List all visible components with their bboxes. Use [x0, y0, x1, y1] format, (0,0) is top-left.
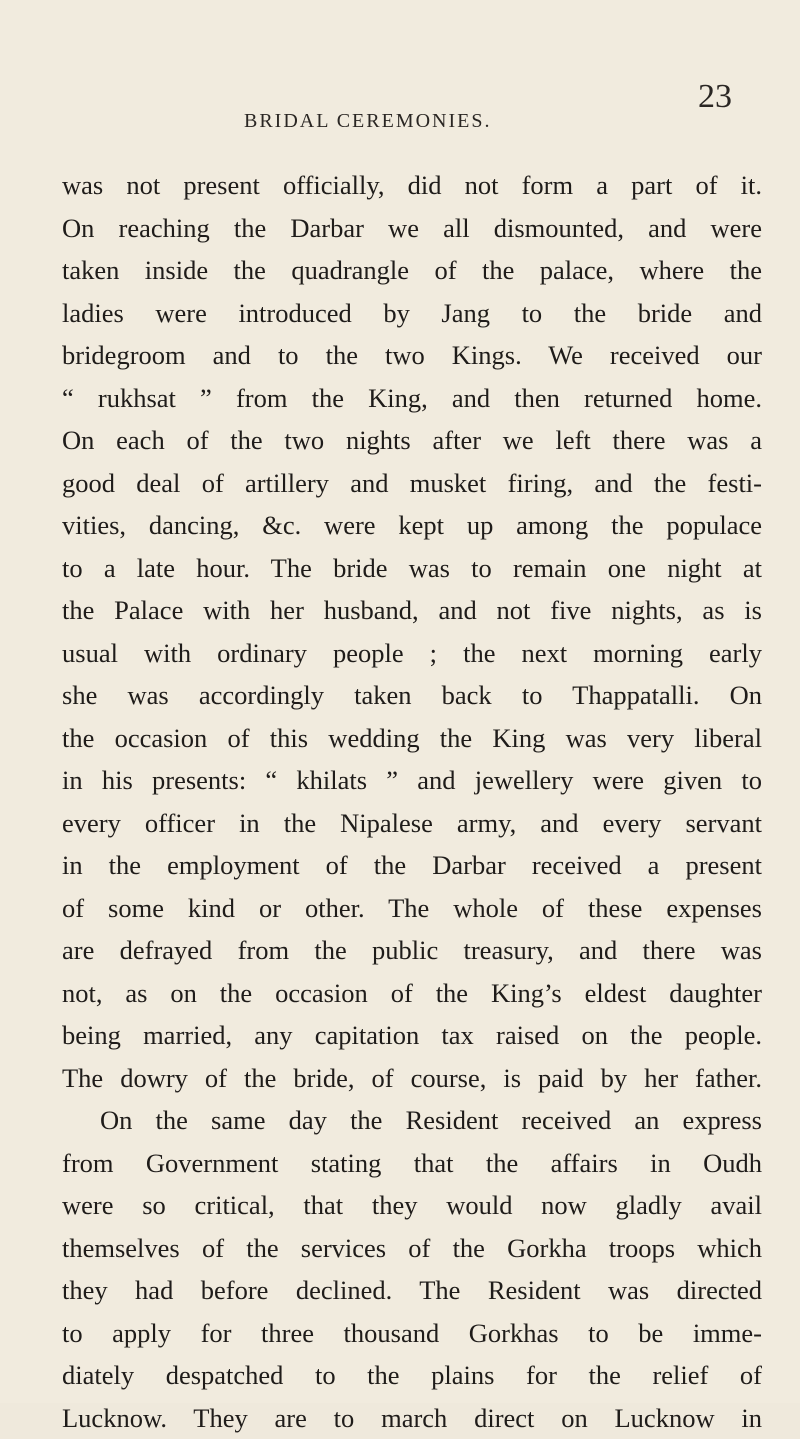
text-line: was not present officially, did not form a part of it.	[62, 164, 762, 207]
text-line: On reaching the Darbar we all dismounted, and were	[62, 207, 762, 250]
page-body	[62, 164, 762, 1439]
text-line: to apply for three thousand Gorkhas to be imme-	[62, 1312, 762, 1355]
text-line: On the same day the Resident received an express	[62, 1099, 762, 1142]
text-line: every officer in the Nipalese army, and every servant	[62, 802, 762, 845]
text-line: are defrayed from the public treasury, and there was	[62, 929, 762, 972]
text-line: Lucknow. They are to march direct on Lucknow in	[62, 1397, 762, 1439]
text-line: they had before declined. The Resident was directed	[62, 1269, 762, 1312]
page-number: 23	[698, 78, 732, 116]
text-line: the occasion of this wedding the King was very liberal	[62, 717, 762, 760]
text-line: in his presents: “ khilats ” and jewellery were given to	[62, 759, 762, 802]
text-line: “ rukhsat ” from the King, and then returned home.	[62, 377, 762, 420]
text-line: The dowry of the bride, of course, is paid by her father.	[62, 1057, 762, 1100]
text-line: were so critical, that they would now gladly avail	[62, 1184, 762, 1227]
text-line: bridegroom and to the two Kings. We received our	[62, 334, 762, 377]
text-line: being married, any capitation tax raised on the people.	[62, 1014, 762, 1057]
text-line: usual with ordinary people ; the next morning early	[62, 632, 762, 675]
text-line: she was accordingly taken back to Thappatalli. On	[62, 674, 762, 717]
text-line: of some kind or other. The whole of these expenses	[62, 887, 762, 930]
text-line: to a late hour. The bride was to remain one night at	[62, 547, 762, 590]
text-line: vities, dancing, &c. were kept up among the populace	[62, 504, 762, 547]
text-line: from Government stating that the affairs in Oudh	[62, 1142, 762, 1185]
text-line: On each of the two nights after we left there was a	[62, 419, 762, 462]
text-line: ladies were introduced by Jang to the bride and	[62, 292, 762, 335]
text-line: in the employment of the Darbar received a present	[62, 844, 762, 887]
text-line: not, as on the occasion of the King’s eldest daughter	[62, 972, 762, 1015]
text-line: taken inside the quadrangle of the palace, where the	[62, 249, 762, 292]
text-line: good deal of artillery and musket firing, and the festi-	[62, 462, 762, 505]
text-line: themselves of the services of the Gorkha troops which	[62, 1227, 762, 1270]
text-line: the Palace with her husband, and not five nights, as is	[62, 589, 762, 632]
text-line: diately despatched to the plains for the relief of	[62, 1354, 762, 1397]
running-head: BRIDAL CEREMONIES.	[244, 110, 491, 133]
